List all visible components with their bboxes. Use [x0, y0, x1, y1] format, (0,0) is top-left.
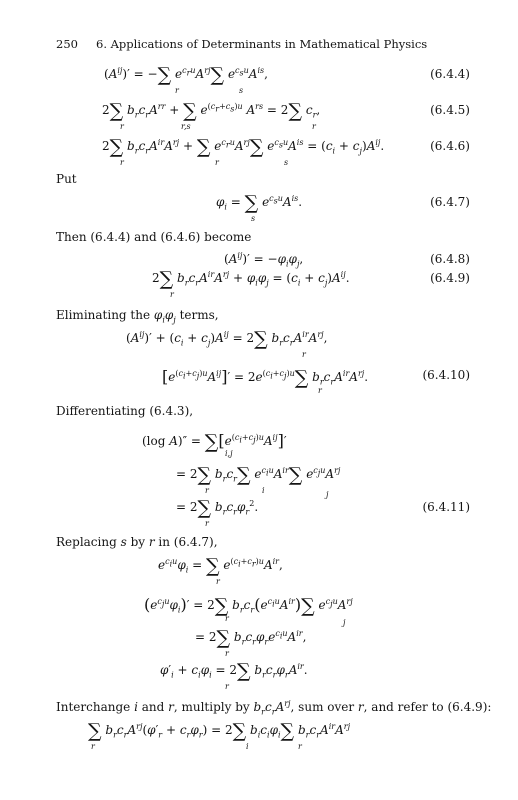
- equation-6-4-9: 2∑ $b_rc_rA^{ir}A^{rj} + \varphi_i\varphi_j = (c_i + c_j)A^{ij}$.: [152, 268, 350, 290]
- equation-replace-1: $e^{c_iu}\varphi_i$ = ∑ $e^{(c_i+c_r)u}A^{ir}$,: [158, 555, 283, 577]
- paragraph-eliminating: Eliminating the $\varphi_i\varphi_j$ terms,: [56, 308, 219, 325]
- paragraph-interchange: Interchange i and r, multiply by $b_rc_rA^{rj}$, sum over r, and refer to (6.4.9):: [56, 699, 492, 717]
- equation-6-4-6: 2∑ $b_rc_rA^{ir}A^{rj}$ + ∑ $e^{c_ru}A^{rj}\sum$ $e^{c_su}A^{is} = (c_i + c_j)A^{ij}$.: [102, 136, 385, 158]
- equation-elimination: $(A^{ij})' + (c_i + c_j)A^{ij} = 2\sum$ $b_rc_rA^{ir}A^{rj}$,: [126, 328, 328, 350]
- equation-replace-4: $\varphi'_i + c_i\varphi_i = 2\sum$ $b_rc_r\varphi_rA^{ir}$.: [160, 660, 308, 682]
- equation-number: (6.4.9): [430, 271, 470, 285]
- paragraph-replacing: Replacing s by r in (6.4.7),: [56, 535, 218, 549]
- equation-6-4-5: 2∑ $b_rc_rA^{rr}$ + ∑ $e^{(c_r+c_s)u}$ $A^{rs} = 2\sum$ $c_r$,: [102, 100, 321, 122]
- equation-number: (6.4.5): [430, 103, 470, 117]
- paragraph-put: Put: [56, 172, 77, 186]
- equation-replace-2: $(e^{c_ju}\varphi_i)' = 2\sum$ $b_rc_r(e^{c_iu}A^{ir})\sum$ $e^{c_ju}A^{rj}$: [144, 595, 353, 617]
- equation-number: (6.4.7): [430, 195, 470, 209]
- equation-final: ∑ $b_rc_rA^{rj}(\varphi'_r + c_r\varphi_r) = 2\sum$ $b_ic_i\varphi_i\sum$ $b_rc_rA^{ir}A^{rj}$: [88, 720, 351, 742]
- equation-6-4-10: $[e^{(c_i+c_j)u}A^{ij}]' = 2e^{(c_i+c_j)u}\sum$ $b_rc_rA^{ir}A^{rj}$.: [162, 367, 369, 389]
- equation-6-4-7: $\varphi_i$ = ∑ $e^{c_su}A^{is}$.: [216, 192, 303, 214]
- paragraph-differentiating: Differentiating (6.4.3),: [56, 404, 194, 418]
- equation-6-4-11-line-3: = 2∑ $b_rc_r\varphi_r^2$.: [176, 497, 259, 519]
- equation-6-4-11-line-2: = 2∑ $b_rc_r\sum$ $e^{c_iu}A^{ir}\sum$ $e^{c_ju}A^{rj}$: [176, 464, 341, 486]
- page-number: 250: [56, 37, 78, 51]
- equation-replace-3: = 2∑ $b_rc_r\varphi_re^{c_iu}A^{ir}$,: [195, 627, 307, 649]
- equation-number: (6.4.4): [430, 67, 470, 81]
- equation-6-4-8: $(A^{ij})' = -\varphi_i\varphi_j$,: [224, 251, 304, 269]
- equation-number: (6.4.6): [430, 139, 470, 153]
- paragraph-then: Then (6.4.4) and (6.4.6) become: [56, 230, 252, 244]
- equation-6-4-4: $(A^{ij})'$ = −∑ $e^{c_ru}A^{rj}\sum$ $e^{c_su}A^{is}$,: [104, 64, 268, 86]
- equation-number: (6.4.10): [422, 368, 470, 382]
- running-title: 6. Applications of Determinants in Mathematical Physics: [96, 37, 428, 51]
- equation-number: (6.4.11): [422, 500, 470, 514]
- equation-6-4-11-line-1: (log $A)'' = \sum[e^{(c_i+c_j)u}A^{ij}]'$: [142, 431, 287, 453]
- equation-number: (6.4.8): [430, 252, 470, 266]
